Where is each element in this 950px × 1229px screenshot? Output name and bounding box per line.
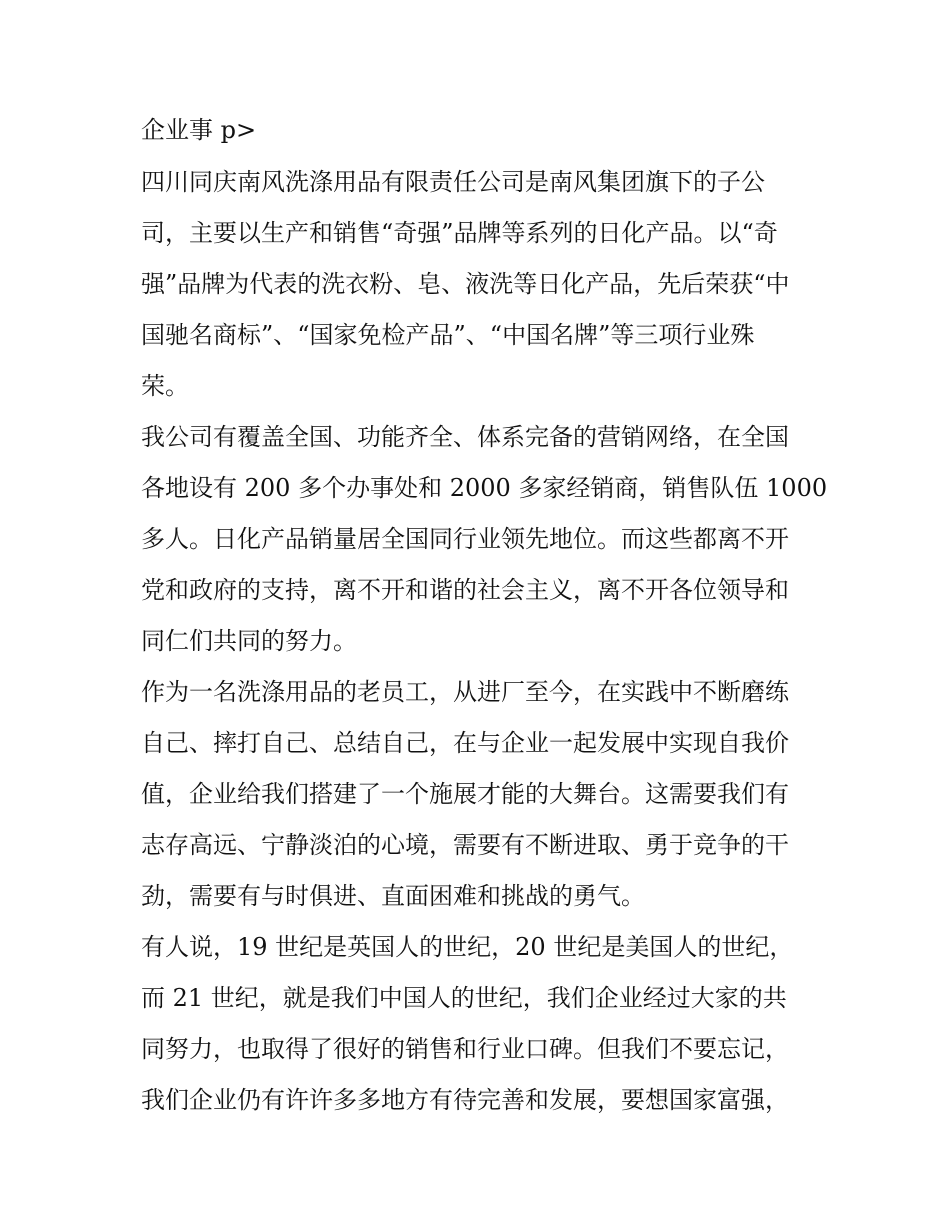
doc-line: 同努力，也取得了很好的销售和行业口碑。但我们不要忘记， bbox=[141, 1035, 789, 1063]
doc-line: 强”品牌为代表的洗衣粉、皂、液洗等日化产品，先后荣获“中 bbox=[141, 270, 790, 298]
doc-line: 劲，需要有与时俱进、直面困难和挑战的勇气。 bbox=[141, 882, 645, 910]
doc-line: 我公司有覆盖全国、功能齐全、体系完备的营销网络，在全国 bbox=[141, 423, 789, 451]
doc-line: 而 21 世纪，就是我们中国人的世纪，我们企业经过大家的共 bbox=[141, 984, 787, 1012]
doc-line: 多人。日化产品销量居全国同行业领先地位。而这些都离不开 bbox=[141, 525, 789, 553]
doc-line: 同仁们共同的努力。 bbox=[141, 627, 357, 655]
doc-line: 司，主要以生产和销售“奇强”品牌等系列的日化产品。以“奇 bbox=[141, 219, 778, 247]
doc-line: 各地设有 200 多个办事处和 2000 多家经销商，销售队伍 1000 bbox=[141, 474, 828, 502]
doc-line: 国驰名商标”、“国家免检产品”、“中国名牌”等三项行业殊 bbox=[141, 321, 755, 349]
doc-line-heading: 企业事 p> bbox=[141, 116, 257, 144]
doc-line: 志存高远、宁静淡泊的心境，需要有不断进取、勇于竞争的干 bbox=[141, 831, 789, 859]
doc-line: 有人说，19 世纪是英国人的世纪，20 世纪是美国人的世纪， bbox=[141, 933, 794, 961]
doc-line: 四川同庆南风洗涤用品有限责任公司是南风集团旗下的子公 bbox=[141, 168, 765, 196]
doc-line: 党和政府的支持，离不开和谐的社会主义，离不开各位领导和 bbox=[141, 576, 789, 604]
doc-line: 我们企业仍有许许多多地方有待完善和发展，要想国家富强， bbox=[141, 1086, 789, 1114]
doc-line: 作为一名洗涤用品的老员工，从进厂至今，在实践中不断磨练 bbox=[141, 678, 789, 706]
doc-line: 自己、摔打自己、总结自己，在与企业一起发展中实现自我价 bbox=[141, 729, 789, 757]
doc-line: 值，企业给我们搭建了一个施展才能的大舞台。这需要我们有 bbox=[141, 780, 789, 808]
doc-line: 荣。 bbox=[141, 372, 189, 400]
